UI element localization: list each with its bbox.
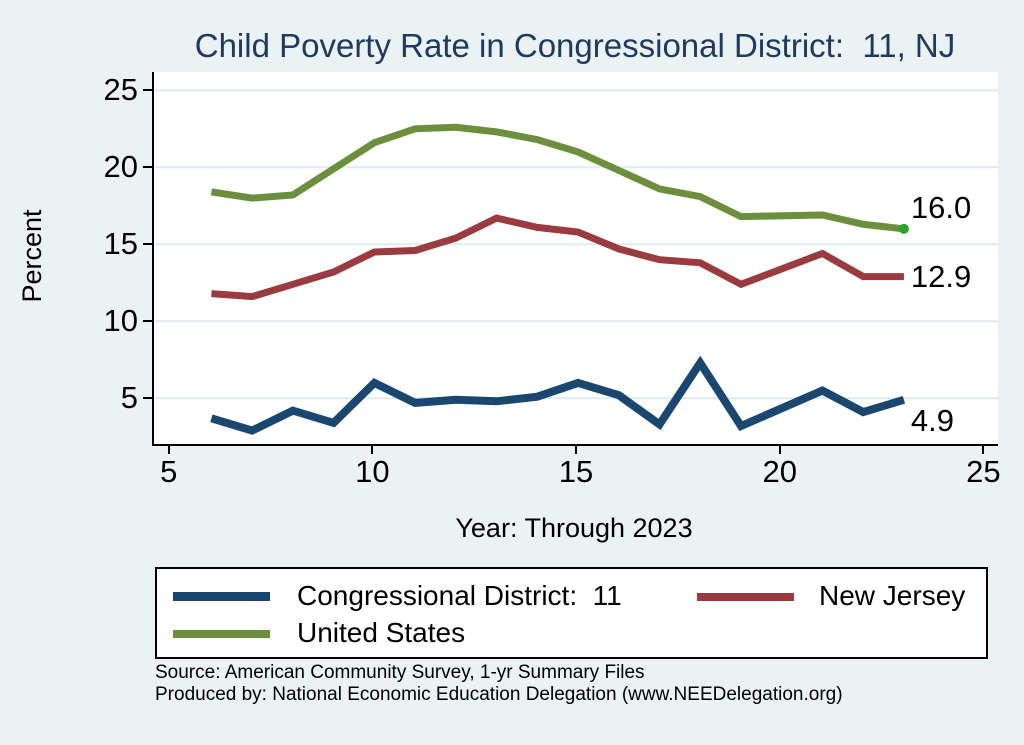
series-line-0 (211, 363, 904, 431)
x-tick-15 (575, 445, 577, 454)
end-label-2: 16.0 (910, 189, 972, 225)
legend-swatch-us (173, 630, 270, 638)
legend-label-cd11: Congressional District: 11 (297, 580, 622, 611)
y-tick-20 (143, 166, 152, 168)
series-end-marker-2 (899, 224, 909, 234)
legend (155, 567, 988, 659)
x-tick-20 (779, 445, 781, 454)
source-note: Source: American Community Survey, 1-yr Summary Files (155, 662, 645, 683)
x-tick-label-25: 25 (966, 454, 1001, 489)
y-tick-15 (143, 243, 152, 245)
x-tick-10 (371, 445, 373, 454)
y-tick-25 (143, 89, 152, 91)
x-axis-title: Year: Through 2023 (455, 513, 693, 543)
y-tick-label-15: 15 (103, 226, 138, 262)
line-chart-canvas (154, 72, 998, 444)
y-tick-label-10: 10 (103, 303, 138, 339)
y-tick-label-20: 20 (103, 149, 138, 185)
end-label-0: 4.9 (910, 402, 954, 438)
legend-swatch-nj (697, 593, 794, 601)
x-tick-label-10: 10 (355, 454, 390, 489)
x-tick-25 (982, 445, 984, 454)
series-line-1 (211, 218, 904, 297)
x-tick-label-5: 5 (160, 454, 178, 489)
produced-by-note: Produced by: National Economic Education Delegation (www.NEEDelegation.org) (155, 684, 843, 705)
chart-title: Child Poverty Rate in Congressional District: 11, NJ (194, 27, 956, 64)
plot-region (152, 72, 998, 446)
end-label-1: 12.9 (910, 258, 972, 294)
y-axis-title: Percent (17, 209, 47, 303)
series-line-2 (211, 127, 904, 229)
y-tick-label-25: 25 (103, 72, 138, 108)
x-tick-label-20: 20 (762, 454, 797, 489)
y-tick-10 (143, 320, 152, 322)
legend-swatch-cd11 (173, 592, 270, 601)
x-tick-5 (168, 445, 170, 454)
legend-label-us: United States (297, 617, 466, 648)
y-tick-5 (143, 397, 152, 399)
x-tick-label-15: 15 (558, 454, 594, 489)
legend-label-nj: New Jersey (819, 580, 966, 611)
y-tick-label-5: 5 (120, 380, 138, 416)
